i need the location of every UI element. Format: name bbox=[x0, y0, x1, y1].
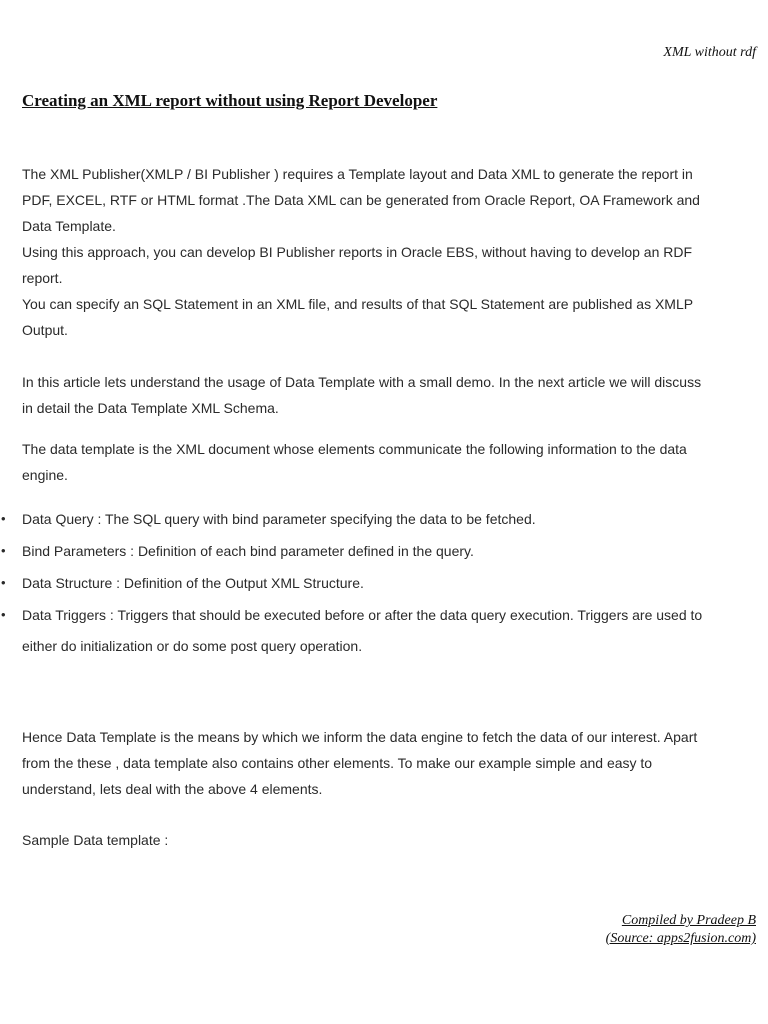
running-header: XML without rdf bbox=[663, 45, 756, 60]
list-item bbox=[0, 506, 768, 538]
bullet-icon: • bbox=[1, 511, 6, 526]
conclusion-line: from the these , data template also contains other elements. To make our example simple and easy to bbox=[22, 755, 653, 771]
footer-credits bbox=[606, 912, 756, 948]
list-item-text: Data Structure : Definition of the Output XML Structure. bbox=[22, 575, 364, 591]
list-item-text: Data Triggers : Triggers that should be executed before or after the data query execution. Triggers are used to bbox=[22, 607, 703, 623]
intro-line: Data Template. bbox=[22, 218, 116, 234]
list-item bbox=[0, 538, 768, 570]
list-item bbox=[0, 602, 768, 664]
source-credit: (Source: apps2fusion.com) bbox=[605, 931, 756, 946]
conclusion-paragraph bbox=[22, 724, 758, 802]
article-intro-line: in detail the Data Template XML Schema. bbox=[22, 400, 279, 416]
article-intro-line: In this article lets understand the usage of Data Template with a small demo. In the next article we will discuss bbox=[22, 374, 702, 390]
intro-line: The XML Publisher(XMLP / BI Publisher ) requires a Template layout and Data XML to generate the report in bbox=[22, 166, 693, 182]
sample-label bbox=[22, 827, 758, 853]
definition-line: The data template is the XML document whose elements communicate the following information to the data bbox=[22, 441, 687, 457]
intro-line: report. bbox=[22, 270, 63, 286]
compiled-by: Compiled by Pradeep B bbox=[621, 913, 756, 928]
intro-line: PDF, EXCEL, RTF or HTML format .The Data XML can be generated from Oracle Report, OA Framework and bbox=[22, 192, 700, 208]
bullet-icon: • bbox=[1, 543, 6, 558]
definition-line: engine. bbox=[22, 467, 68, 483]
data-template-elements-list bbox=[0, 506, 768, 664]
conclusion-line: understand, lets deal with the above 4 elements. bbox=[22, 781, 323, 797]
conclusion-line: Hence Data Template is the means by which we inform the data engine to fetch the data of our interest. Apart bbox=[22, 729, 698, 745]
article-intro-paragraph bbox=[22, 369, 758, 421]
sample-label-text: Sample Data template : bbox=[22, 832, 169, 848]
intro-paragraph bbox=[22, 161, 758, 343]
list-item bbox=[0, 570, 768, 602]
list-item-text: Data Query : The SQL query with bind parameter specifying the data to be fetched. bbox=[22, 511, 536, 527]
list-item-text: Bind Parameters : Definition of each bind parameter defined in the query. bbox=[22, 543, 474, 559]
document-title: Creating an XML report without using Report Developer bbox=[22, 91, 438, 110]
intro-line: You can specify an SQL Statement in an XML file, and results of that SQL Statement are published as XMLP bbox=[22, 296, 694, 312]
intro-line: Output. bbox=[22, 322, 68, 338]
intro-line: Using this approach, you can develop BI Publisher reports in Oracle EBS, without having to develop an RDF bbox=[22, 244, 693, 260]
bullet-icon: • bbox=[1, 607, 6, 622]
definition-paragraph bbox=[22, 436, 758, 488]
bullet-icon: • bbox=[1, 575, 6, 590]
list-item-text: either do initialization or do some post query operation. bbox=[22, 638, 363, 654]
